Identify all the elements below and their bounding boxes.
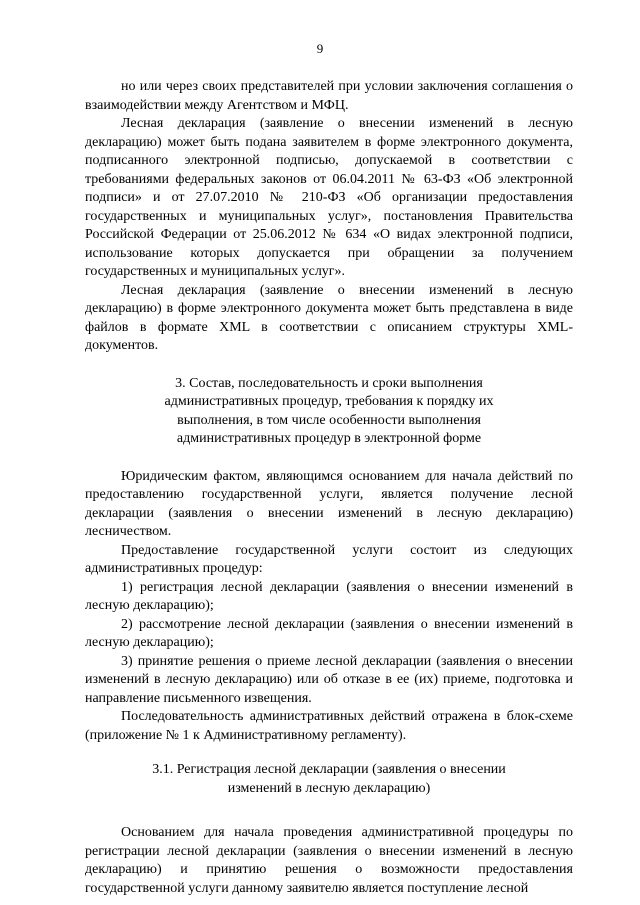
paragraph: Основанием для начала проведения административной процедуры по регистрации лесной декларации (заявления о внесении изменений в лесную декларацию) и принятию решения о возможности предоставления государственной услуги данному заявителю является поступление лесной <box>85 825 573 896</box>
subsection-heading <box>85 761 573 798</box>
section-heading-line: 3. Состав, последовательность и сроки выполнения <box>175 375 483 391</box>
list-item: 3) принятие решения о приеме лесной декларации (заявления о внесении изменений в лесную декларацию) или об отказе в ее (их) приеме, подготовка и направление письменного извещения. <box>85 653 573 706</box>
paragraph: Лесная декларация (заявление о внесении изменений в лесную декларацию) в форме электронного документа может быть представлена в виде файлов в формате XML в соответствии с описанием структуры XML-документов. <box>85 282 573 353</box>
section-heading-line: административных процедур в электронной форме <box>176 431 482 446</box>
section-heading-line: выполнения, в том числе особенности выполнения <box>177 412 481 428</box>
subsection-heading-line: 3.1. Регистрация лесной декларации (заявления о внесении <box>152 762 506 777</box>
section-heading <box>85 375 573 449</box>
page-number: 9 <box>316 41 324 56</box>
section-heading-line: административных процедур, требования к порядку их <box>164 394 494 409</box>
list-item: 2) рассмотрение лесной декларации (заявления о внесении изменений в лесную декларацию); <box>85 616 573 650</box>
document-body <box>85 78 573 898</box>
list-item: 1) регистрация лесной декларации (заявления о внесении изменений в лесную декларацию); <box>85 579 573 613</box>
paragraph: Юридическим фактом, являющимся основанием для начала действий по предоставлению государственной услуги, является получение лесной декларации (заявления о внесении изменений в лесную декларацию) лесничеством. <box>85 468 573 539</box>
paragraph: Лесная декларация (заявление о внесении изменений в лесную декларацию) может быть подана заявителем в форме электронного документа, подписанного электронной подписью, допускаемой в соответствии с требованиями федеральных законов от 06.04.2011 № 63-ФЗ «Об электронной подписи» и от 27.07.2010 № 210-ФЗ «Об организации предоставления государственных и муниципальных услуг», постановления Правительства Российской Федерации от 25.06.2012 № 634 «О видах электронной подписи, использование которых допускается при обращении за получением государственных и муниципальных услуг». <box>85 116 573 279</box>
paragraph: Последовательность административных действий отражена в блок-схеме (приложение № 1 к Административному регламенту). <box>85 709 573 743</box>
paragraph: но или через своих представителей при условии заключения соглашения о взаимодействии между Агентством и МФЦ. <box>85 79 573 113</box>
paragraph: Предоставление государственной услуги состоит из следующих административных процедур: <box>85 542 573 576</box>
subsection-heading-line: изменений в лесную декларацию) <box>227 780 431 796</box>
